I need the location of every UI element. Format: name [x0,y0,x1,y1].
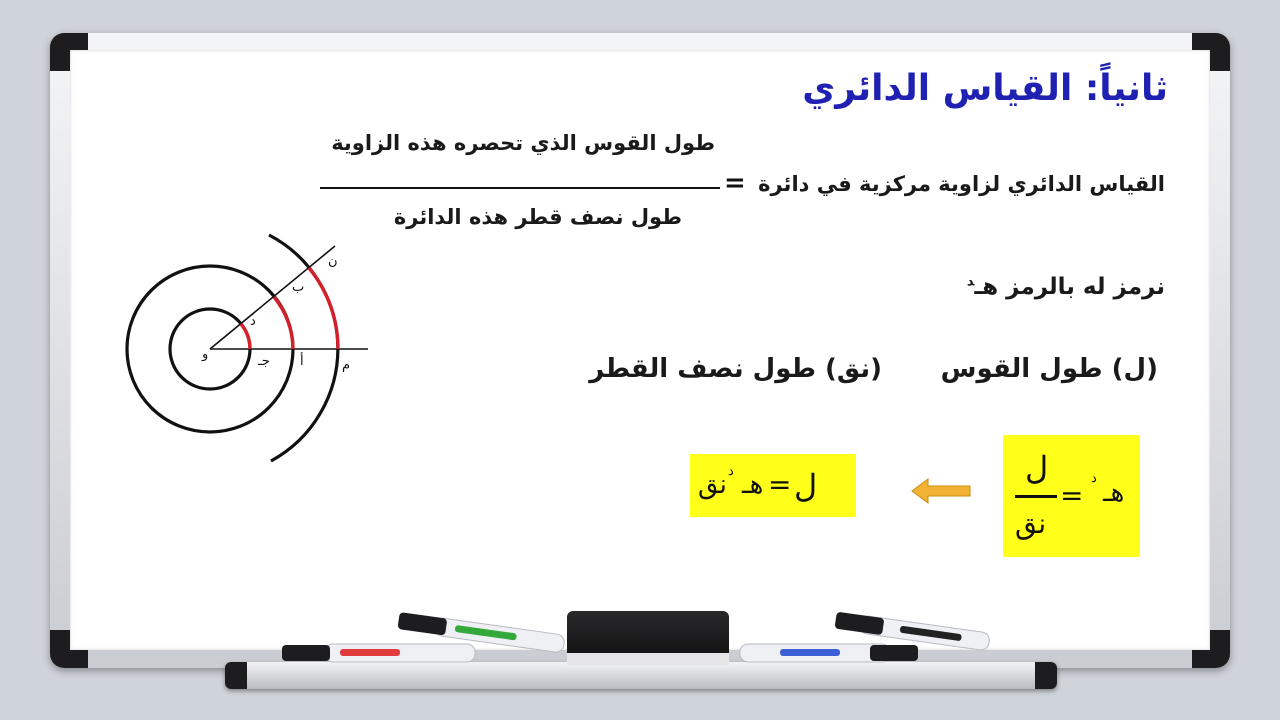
symbol-text: نرمز له بالرمز هـ [974,274,1165,300]
tray-cap [1035,662,1057,689]
fraction-numerator: طول القوس الذي تحصره هذه الزاوية [331,131,715,155]
arc-middle-red [274,297,293,349]
fraction-line [320,187,720,189]
formula-nq: نق [698,470,727,500]
arc-outer-red [309,268,338,349]
symbol-superscript: د [966,274,975,290]
concentric-circles-diagram [110,225,400,470]
label-n: ن [328,254,338,269]
symbol-line [967,274,1165,300]
fraction-denominator: طول نصف قطر هذه الدائرة [393,205,682,229]
formula-equals: = [768,468,792,501]
page-title: ثانياً: القياس الدائري [802,68,1168,109]
markers [270,600,1020,675]
arc-inner-red [241,324,250,349]
radius-definition: (نق) طول نصف القطر [589,354,882,384]
equals-sign: = [724,168,746,198]
label-j: جـ [258,354,270,369]
arc-length-definition: (ل) طول القوس [940,354,1158,384]
formula-def-nq: نق [1015,507,1047,540]
formula-def-l: ل [1025,449,1049,487]
terminal-ray [210,246,335,349]
label-b: ب [292,280,305,295]
definition-lhs: القياس الدائري لزاوية مركزية في دائرة [758,172,1165,196]
tray-cap [225,662,247,689]
formula-def-h: هـ [1103,478,1125,508]
label-a: أ [300,354,304,369]
label-m: م [342,358,351,373]
formula-box-definition [1003,435,1140,557]
formula-l: ل [794,467,818,505]
red-marker[interactable] [282,644,475,662]
arrow-left-icon [910,476,972,506]
formula-def-d: د [1091,471,1097,486]
label-d: د [250,314,256,329]
formula-h: هـ [742,470,764,500]
formula-def-line [1015,495,1057,498]
label-o: و [202,347,209,362]
formula-def-equals: = [1060,479,1084,512]
blue-marker[interactable] [740,644,918,662]
formula-box-derived [690,454,856,517]
formula-d: د [728,464,734,479]
